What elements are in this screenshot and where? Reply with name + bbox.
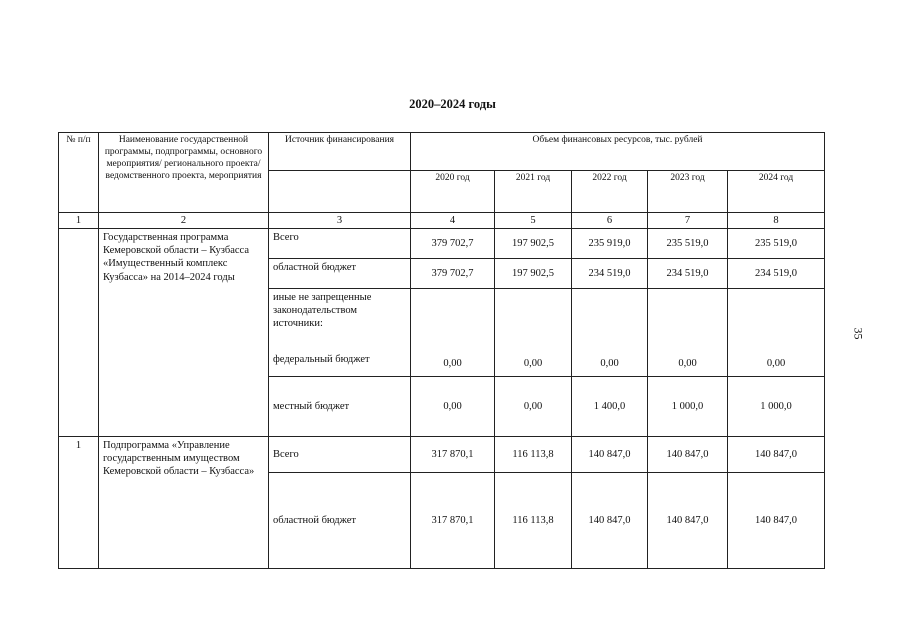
table-row bbox=[59, 437, 825, 473]
column-number: 3 bbox=[269, 213, 411, 229]
value-cell: 234 519,0 bbox=[648, 259, 728, 289]
header-year: 2024 год bbox=[728, 171, 825, 213]
financing-table bbox=[58, 132, 825, 569]
row-no: 1 bbox=[59, 437, 99, 569]
value-cell: 379 702,7 bbox=[411, 229, 495, 259]
header-source-blank bbox=[269, 171, 411, 213]
column-number: 5 bbox=[495, 213, 572, 229]
header-no: № п/п bbox=[59, 133, 99, 213]
header-year: 2023 год bbox=[648, 171, 728, 213]
value-cell: 1 400,0 bbox=[572, 377, 648, 437]
value-cell: 116 113,8 bbox=[495, 437, 572, 473]
value-cell: 0,00 bbox=[495, 377, 572, 437]
row-no bbox=[59, 229, 99, 437]
header-year: 2020 год bbox=[411, 171, 495, 213]
header-source: Источник финансирования bbox=[269, 133, 411, 171]
header-year: 2022 год bbox=[572, 171, 648, 213]
value-cell: 0,00 bbox=[728, 289, 825, 377]
column-number: 7 bbox=[648, 213, 728, 229]
value-cell: 140 847,0 bbox=[572, 473, 648, 569]
value-cell: 1 000,0 bbox=[728, 377, 825, 437]
value-cell: 140 847,0 bbox=[572, 437, 648, 473]
value-cell: 379 702,7 bbox=[411, 259, 495, 289]
value-cell: 140 847,0 bbox=[648, 437, 728, 473]
column-number: 1 bbox=[59, 213, 99, 229]
value-cell: 0,00 bbox=[495, 289, 572, 377]
column-number: 6 bbox=[572, 213, 648, 229]
value-cell: 197 902,5 bbox=[495, 229, 572, 259]
column-number: 4 bbox=[411, 213, 495, 229]
source-cell: Всего bbox=[269, 229, 411, 259]
federal-budget-label: федеральный бюджет bbox=[273, 353, 370, 365]
header-volume: Объем финансовых ресурсов, тыс. рублей bbox=[411, 133, 825, 171]
source-cell: областной бюджет bbox=[269, 473, 411, 569]
table-row bbox=[59, 229, 825, 259]
page-number: 35 bbox=[851, 327, 866, 340]
value-cell: 235 919,0 bbox=[572, 229, 648, 259]
value-cell: 0,00 bbox=[572, 289, 648, 377]
value-cell: 0,00 bbox=[411, 289, 495, 377]
header-name: Наименование государственной программы, подпрограммы, основного мероприятия/ регионального проекта/ ведомственного проекта, мероприятия bbox=[99, 133, 269, 213]
value-cell: 317 870,1 bbox=[411, 437, 495, 473]
value-cell: 1 000,0 bbox=[648, 377, 728, 437]
value-cell: 234 519,0 bbox=[572, 259, 648, 289]
value-cell: 140 847,0 bbox=[648, 473, 728, 569]
subprogram-name: Подпрограмма «Управление государственным имуществом Кемеровской области – Кузбасса» bbox=[99, 437, 269, 569]
source-cell bbox=[269, 289, 411, 377]
column-number: 2 bbox=[99, 213, 269, 229]
page-title: 2020–2024 годы bbox=[409, 97, 496, 111]
other-sources-label: иные не запрещенные законодательством источники: bbox=[273, 292, 372, 330]
value-cell: 140 847,0 bbox=[728, 437, 825, 473]
source-cell: Всего bbox=[269, 437, 411, 473]
value-cell: 234 519,0 bbox=[728, 259, 825, 289]
value-cell: 116 113,8 bbox=[495, 473, 572, 569]
value-cell: 0,00 bbox=[648, 289, 728, 377]
value-cell: 235 519,0 bbox=[648, 229, 728, 259]
value-cell: 197 902,5 bbox=[495, 259, 572, 289]
source-cell: областной бюджет bbox=[269, 259, 411, 289]
local-budget-label: местный бюджет bbox=[269, 377, 411, 437]
value-cell: 317 870,1 bbox=[411, 473, 495, 569]
header-year: 2021 год bbox=[495, 171, 572, 213]
value-cell: 235 519,0 bbox=[728, 229, 825, 259]
column-number: 8 bbox=[728, 213, 825, 229]
program-name: Государственная программа Кемеровской области – Кузбасса «Имущественный комплекс Кузбасса» на 2014–2024 годы bbox=[99, 229, 269, 437]
value-cell: 140 847,0 bbox=[728, 473, 825, 569]
value-cell: 0,00 bbox=[411, 377, 495, 437]
